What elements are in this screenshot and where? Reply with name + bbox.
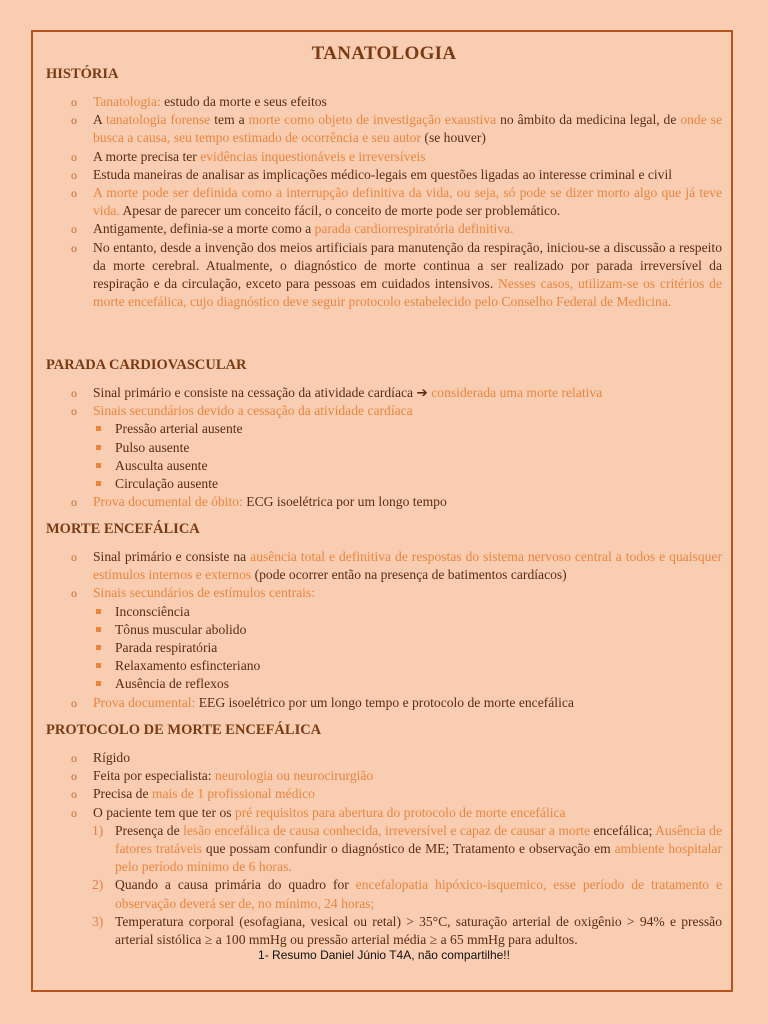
item-number: 1): [92, 822, 104, 838]
sublist-item: Ausculta ausente: [93, 457, 722, 475]
list-item: o Precisa de mais de 1 profissional médico: [46, 785, 722, 803]
section-heading-historia: HISTÓRIA: [46, 66, 119, 82]
list-item: o Sinais secundários devido a cessação da atividade cardíaca Pressão arterial ausente Pulso ausente Ausculta ausente Circulação ausente: [46, 402, 722, 493]
sublist-item: Relaxamento esfincteriano: [93, 657, 722, 675]
numbered-list: [93, 822, 722, 949]
page-title: TANATOLOGIA: [311, 43, 457, 64]
list-item: o A tanatologia forense tem a morte como objeto de investigação exaustiva no âmbito da medicina legal, de onde se busca a causa, seu tempo estimado de ocorrência e seu autor (se houver): [46, 111, 722, 147]
list-item: o Prova documental de óbito: ECG isoelétrica por um longo tempo: [46, 493, 722, 511]
numbered-item: 2) Quando a causa primária do quadro for encefalopatia hipóxico-isquemico, esse período de tratamento e observação deverá ser de, no mínimo, 24 horas;: [92, 877, 722, 911]
list-item: o Antigamente, definia-se a morte como a parada cardiorrespiratória definitiva.: [46, 220, 722, 238]
parada-list: [46, 384, 722, 511]
list-item: o Sinais secundários de estímulos centrais: Inconsciência Tônus muscular abolido Parada respiratória Relaxamento esfincteriano Ausência de reflexos: [46, 584, 722, 693]
list-item: o Tanatologia: estudo da morte e seus efeitos: [46, 93, 722, 111]
section-heading-protocolo: PROTOCOLO DE MORTE ENCEFÁLICA: [46, 722, 322, 738]
list-item: o A morte precisa ter evidências inquestionáveis e irreversíveis: [46, 148, 722, 166]
sublist-item: Tônus muscular abolido: [93, 621, 722, 639]
list-item: o Feita por especialista: neurologia ou neurocirurgião: [46, 767, 722, 785]
arrow-right-icon: ➔: [416, 385, 428, 400]
sublist-item: Inconsciência: [93, 603, 722, 621]
list-item: o O paciente tem que ter os pré requisitos para abertura do protocolo de morte encefálica 1) Presença de lesão encefálica de causa conhecida, irreversível e capaz de causar a morte encefálica; Ausência de fatores tratáveis que possam confundir o diagnóstico de ME; Tratamento e observação em ambiente hospitalar pelo período mínimo de 6 horas. 2) Quando a causa primária do quadro for encefalopatia hipóxico-isquemico, esse período de tratamento e observação deverá ser de, no mínimo, 24 horas; 3) Temperatura corporal (esofagiana, vesical ou retal) > 35°C, saturação arterial de oxigênio > 94% e pressão arterial sistólica ≥ a 100 mmHg ou pressão arterial média ≥ a 65 mmHg para adultos.: [46, 804, 722, 950]
list-item: o Sinal primário e consiste na ausência total e definitiva de respostas do sistema nervoso central a todos e quaisquer estímulos internos e externos (pode ocorrer então na presença de batimentos cardíacos): [46, 548, 722, 584]
sublist-item: Circulação ausente: [93, 475, 722, 493]
section-heading-parada: PARADA CARDIOVASCULAR: [46, 357, 247, 373]
sublist-item: Ausência de reflexos: [93, 675, 722, 693]
morte-list: [46, 548, 722, 712]
list-item: o No entanto, desde a invenção dos meios artificiais para manutenção da respiração, iniciou-se a discussão a respeito da morte cerebral. Atualmente, o diagnóstico de morte continua a ser realizado por parada irreversível da respiração e da circulação, exceto para pessoas em cuidados intensivos. Nesses casos, utilizam-se os critérios de morte encefálica, cujo diagnóstico deve seguir protocolo estabelecido pelo Conselho Federal de Medicina.: [46, 239, 722, 312]
list-item: o A morte pode ser definida como a interrupção definitiva da vida, ou seja, só pode se dizer morto algo que já teve vida. Apesar de parecer um conceito fácil, o conceito de morte pode ser problemático.: [46, 184, 722, 220]
footer-note: 1- Resumo Daniel Júnio T4A, não compartilhe!!: [258, 948, 510, 962]
list-item: o Rígido: [46, 749, 722, 767]
sublist-item: Pressão arterial ausente: [93, 420, 722, 438]
list-item: o Prova documental: EEG isoelétrico por um longo tempo e protocolo de morte encefálica: [46, 694, 722, 712]
historia-list: [46, 93, 722, 311]
item-number: 3): [92, 913, 104, 929]
list-item: o Sinal primário e consiste na cessação da atividade cardíaca ➔ considerada uma morte relativa: [46, 384, 722, 402]
list-item: o Estuda maneiras de analisar as implicações médico-legais em questões ligadas ao interesse criminal e civil: [46, 166, 722, 184]
numbered-item: 1) Presença de lesão encefálica de causa conhecida, irreversível e capaz de causar a morte encefálica; Ausência de fatores tratáveis que possam confundir o diagnóstico de ME; Tratamento e observação em ambiente hospitalar pelo período mínimo de 6 horas.: [92, 822, 722, 875]
section-heading-morte-encefalica: MORTE ENCEFÁLICA: [46, 521, 200, 537]
sublist-item: Parada respiratória: [93, 639, 722, 657]
protocolo-list: [46, 749, 722, 949]
sublist-item: Pulso ausente: [93, 439, 722, 457]
item-number: 2): [92, 877, 104, 893]
numbered-item: 3) Temperatura corporal (esofagiana, vesical ou retal) > 35°C, saturação arterial de oxigênio > 94% e pressão arterial sistólica ≥ a 100 mmHg ou pressão arterial média ≥ a 65 mmHg para adultos.: [92, 913, 722, 948]
sublist: [93, 603, 722, 694]
sublist: [93, 420, 722, 493]
